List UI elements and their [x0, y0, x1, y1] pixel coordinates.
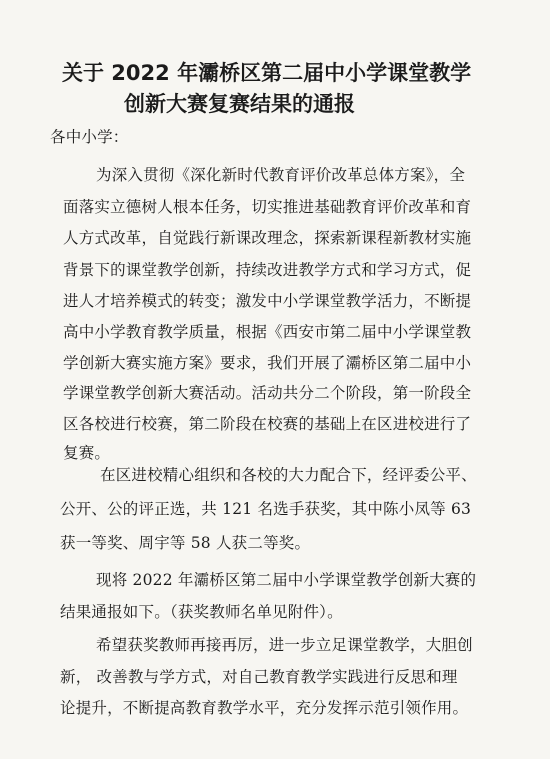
paragraph-3-line: 现将 2022 年灞桥区第二届中小学课堂教学创新大赛的	[96, 571, 477, 589]
paragraph-1-line: 学课堂教学创新大赛活动。活动共分二个阶段，第一阶段全	[63, 384, 472, 402]
paragraph-1-line: 复赛。	[63, 444, 111, 462]
document-title-line-1: 关于 2022 年灞桥区第二届中小学课堂教学	[62, 61, 472, 85]
paragraph-2-line: 获一等奖、周宇等 58 人获二等奖。	[60, 534, 311, 552]
paragraph-3-line: 结果通报如下。（获奖教师名单见附件）。	[60, 603, 343, 621]
paragraph-2-line: 公开、公的评正选，共 121 名选手获奖，其中陈小凤等 63	[60, 500, 472, 518]
salutation: 各中小学：	[50, 128, 129, 146]
paragraph-1-line: 人方式改革，自觉践行新课改理念，探索新课程新教材实施	[63, 229, 472, 247]
paragraph-1-line: 背景下的课堂教学创新，持续改进教学方式和学习方式，促	[63, 261, 472, 279]
paragraph-1-line: 区各校进行校赛，第二阶段在校赛的基础上在区进校进行了	[63, 415, 472, 433]
paragraph-4-line: 希望获奖教师再接再厉，进一步立足课堂教学，大胆创	[96, 636, 473, 654]
paragraph-1-line: 高中小学教育教学质量，根据《西安市第二届中小学课堂教	[63, 323, 472, 341]
paragraph-1-line: 为深入贯彻《深化新时代教育评价改革总体方案》，全	[96, 166, 466, 184]
paragraph-2-line: 在区进校精心组织和各校的大力配合下，经评委公平、	[100, 466, 477, 484]
paragraph-1-line: 学创新大赛实施方案》要求，我们开展了灞桥区第二届中小	[63, 354, 472, 372]
paragraph-1-line: 进人才培养模式的转变；激发中小学课堂教学活力，不断提	[63, 292, 472, 310]
document-title-line-2: 创新大赛复赛结果的通报	[124, 92, 355, 116]
paragraph-1-line: 面落实立德树人根本任务，切实推进基础教育评价改革和育	[63, 198, 472, 216]
paragraph-4-line: 论提升，不断提高教育教学水平，充分发挥示范引领作用。	[60, 699, 469, 717]
paragraph-4-line: 新， 改善教与学方式，对自己教育教学实践进行反思和理	[60, 668, 458, 686]
